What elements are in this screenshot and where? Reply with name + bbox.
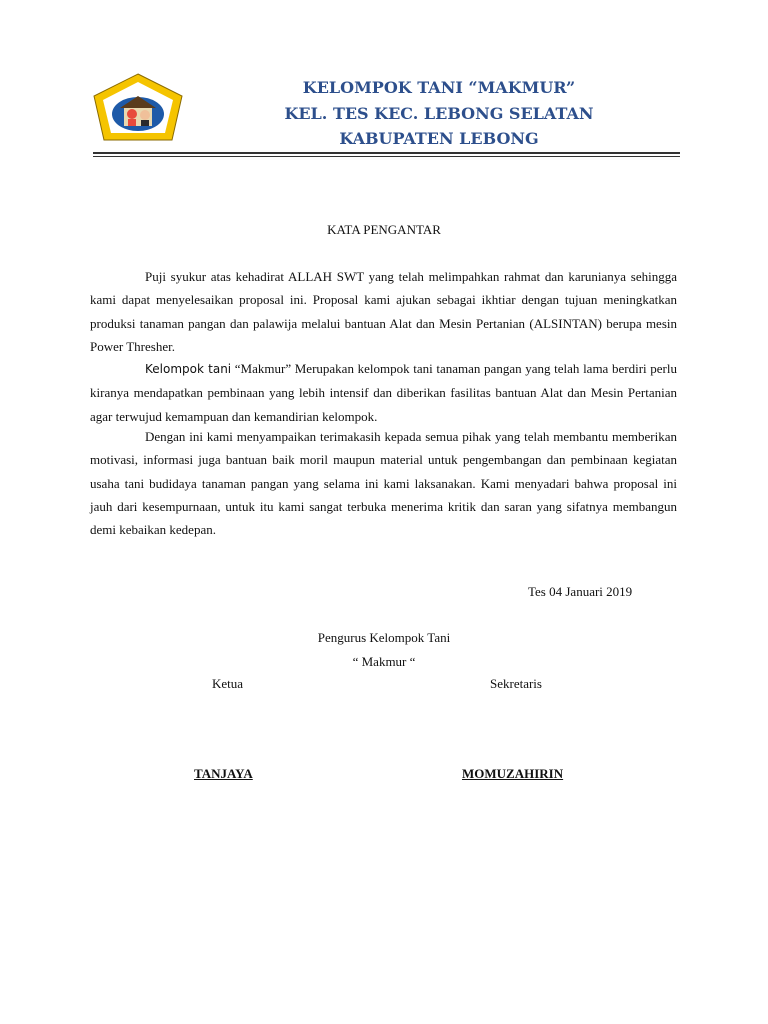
header-address: KEL. TES KEC. LEBONG SELATAN: [284, 104, 594, 123]
paragraph-2: [90, 357, 677, 428]
header-divider-thin: [93, 156, 680, 157]
header-divider-thick: [93, 152, 680, 154]
document-title: KATA PENGANTAR: [327, 222, 441, 237]
signatory-chairman: TANJAYA: [194, 766, 253, 781]
org-line: Pengurus Kelompok Tani: [317, 630, 451, 645]
paragraph-2-rest: “Makmur” Merupakan kelompok tani tanaman pangan yang telah lama berdiri perlu kiranya mendapatkan pembinaan yang lebih intensif dan diberikan fasilitas bantuan Alat dan Mesin Pertanian agar terwujud kemampuan dan kemandirian kelompok.: [90, 361, 677, 424]
header-regency: KABUPATEN LEBONG: [339, 129, 539, 148]
paragraph-2-lead: Kelompok tani: [145, 362, 232, 376]
signatory-secretary: MOMUZAHIRIN: [462, 766, 564, 781]
paragraph-1: Puji syukur atas kehadirat ALLAH SWT yang telah melimpahkan rahmat dan karunianya sehingga kami dapat menyelesaikan proposal ini. Proposal kami ajukan sebagai ikhtiar dengan tujuan meningkatkan produksi tanaman pangan dan palawija melalui bantuan Alat dan Mesin Pertanian (ALSINTAN) berupa mesin Power Thresher.: [90, 269, 677, 354]
paragraph-3: Dengan ini kami menyampaikan terimakasih kepada semua pihak yang telah membantu memberikan motivasi, informasi juga bantuan baik moril maupun material untuk pengembangan dan pembinaan kegiatan usaha tani budidaya tanaman pangan yang selama ini kami laksanakan. Kami menyadari bahwa proposal ini jauh dari kesempurnaan, untuk itu kami sangat terbuka menerima kritik dan saran yang sifatnya membangun demi kebaikan kedepan.: [90, 429, 677, 538]
header-org-name: KELOMPOK TANI “MAKMUR”: [302, 78, 576, 97]
letter-date: Tes 04 Januari 2019: [528, 584, 633, 599]
role-secretary: Sekretaris: [490, 676, 542, 691]
role-chairman: Ketua: [212, 676, 244, 691]
org-name: “ Makmur “: [352, 654, 416, 669]
